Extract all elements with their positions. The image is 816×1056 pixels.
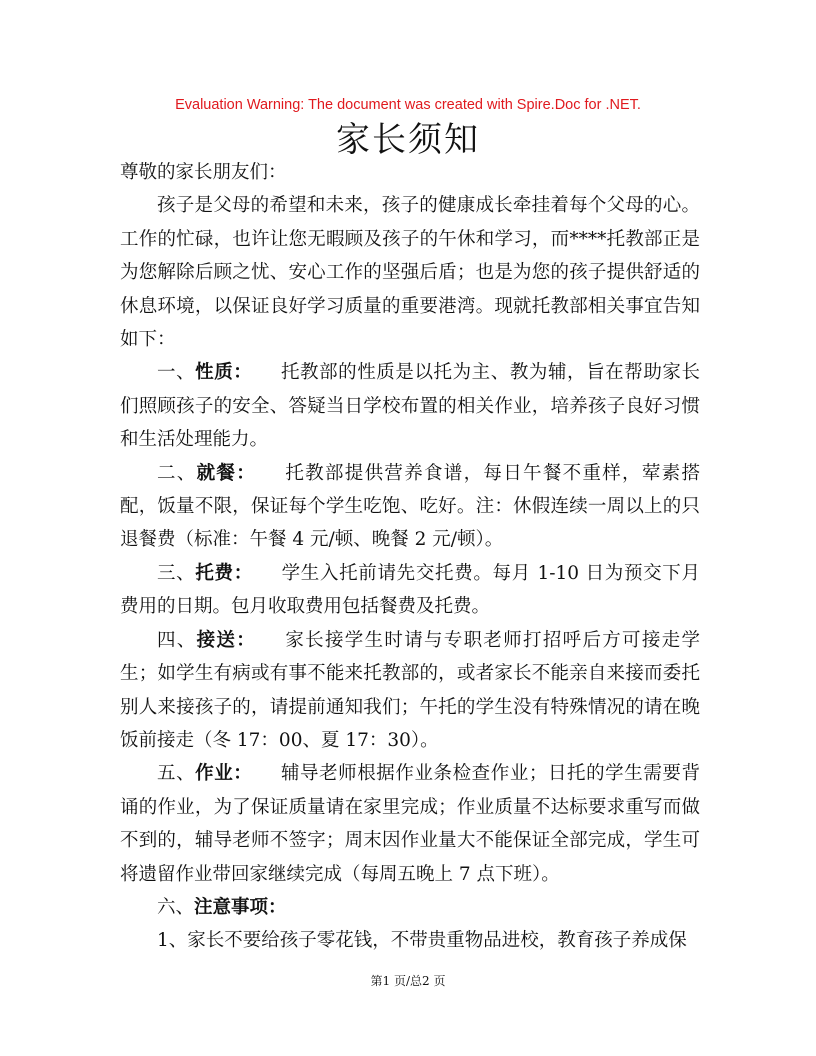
evaluation-warning: Evaluation Warning: The document was created with Spire.Doc for .NET. [175,97,641,113]
document-title: 家长须知 [336,120,480,160]
section-number: 五、 [157,763,196,785]
section-number: 二、 [157,462,197,484]
section-meals [120,457,700,557]
note-item-1: 1、家长不要给孩子零花钱，不带贵重物品进校，教育孩子养成保 [157,930,687,952]
section-text: 托教部提供营养食谱，每日午餐不重样，荤素搭配，饭量不限，保证每个学生吃饱、吃好。注：休假连续一周以上的只退餐费（标准：午餐 4 元/顿、晚餐 2 元/顿）。 [120,462,700,551]
intro-paragraph: 孩子是父母的希望和未来，孩子的健康成长牵挂着每个父母的心。工作的忙碌，也许让您无暇顾及孩子的午休和学习，而****托教部正是为您解除后顾之忧、安心工作的坚强后盾；也是为您的孩子提供舒适的休息环境，以保证良好学习质量的重要港湾。现就托教部相关事宜告知如下： [120,195,700,351]
section-homework [120,757,700,891]
section-number: 四、 [157,629,197,651]
section-notes [120,891,700,924]
document-body [120,156,700,958]
section-nature [120,356,700,456]
section-fees [120,557,700,624]
section-pickup [120,624,700,758]
section-number: 六、 [157,896,195,918]
section-number: 三、 [157,562,196,584]
section-label: 接送： [196,629,257,651]
greeting: 尊敬的家长朋友们： [120,162,287,183]
section-label: 托费： [195,562,253,584]
page-footer: 第1 页/总2 页 [370,974,446,988]
section-number: 一、 [157,362,196,384]
section-label: 性质： [195,362,253,384]
section-text: 托教部的性质是以托为主、教为辅，旨在帮助家长们照顾孩子的安全、答疑当日学校布置的相关作业，培养孩子良好习惯和生活处理能力。 [120,362,700,451]
section-text: 家长接学生时请与专职老师打招呼后方可接走学生；如学生有病或有事不能来托教部的，或者家长不能亲自来接而委托别人来接孩子的，请提前通知我们；午托的学生没有特殊情况的请在晚饭前接走（冬 17：00、夏 17：30）。 [120,629,700,751]
section-text: 辅导老师根据作业条检查作业；日托的学生需要背诵的作业，为了保证质量请在家里完成；作业质量不达标要求重写而做不到的，辅导老师不签字；周末因作业量大不能保证全部完成，学生可将遗留作业带回家继续完成（每周五晚上 7 点下班）。 [120,763,700,885]
section-text: 学生入托前请先交托费。每月 1-10 日为预交下月费用的日期。包月收取费用包括餐费及托费。 [120,562,700,618]
section-label: 就餐： [196,462,257,484]
section-label: 作业： [195,763,253,785]
section-label: 注意事项： [194,896,287,918]
